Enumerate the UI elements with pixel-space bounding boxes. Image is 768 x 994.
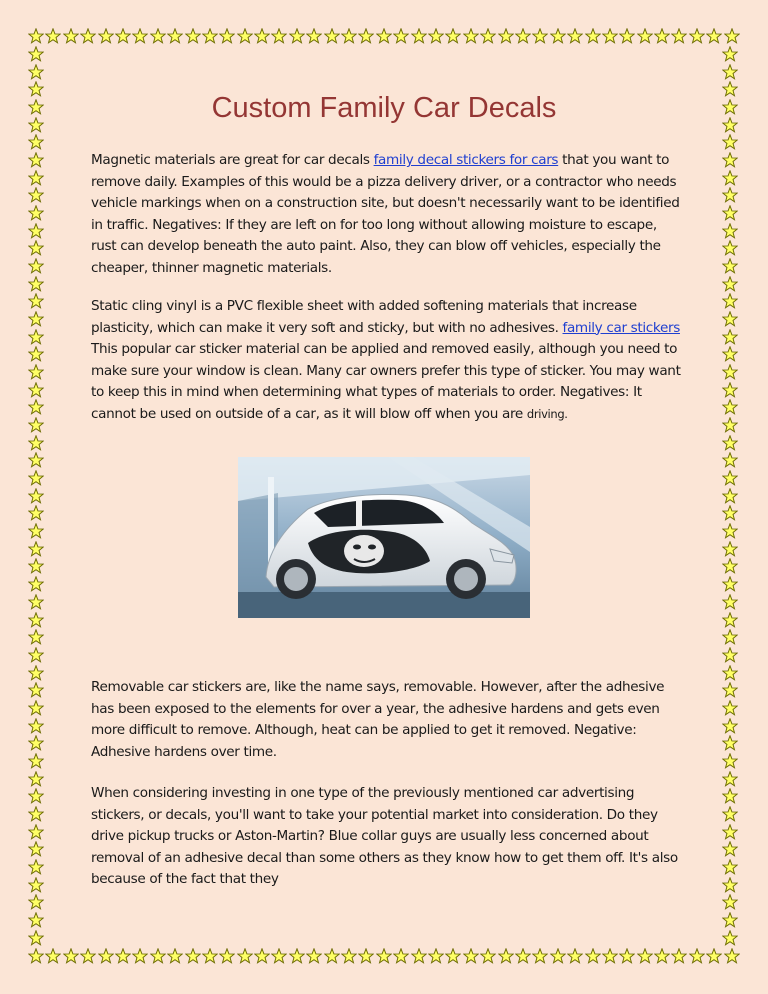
star-icon [28, 558, 44, 574]
star-icon [722, 541, 738, 557]
paragraph-considering: When considering investing in one type of the previously mentioned car advertising stickers, or decals, you'll want to take your potential market into consideration. Do they drive pickup trucks or Aston-Martin? Blue collar guys are usually less concerned about removal of an adhesive decal than some others as they know how to get them off. It's also because of the fact that they [91, 785, 678, 887]
star-icon [132, 28, 148, 44]
star-icon [167, 948, 183, 964]
star-icon [28, 771, 44, 787]
family-decal-stickers-link[interactable]: family decal stickers for cars [373, 152, 559, 168]
star-icon [722, 452, 738, 468]
star-icon [706, 948, 722, 964]
car-decal-image [238, 457, 530, 618]
paragraph-static-cling [91, 296, 681, 425]
star-icon [28, 329, 44, 345]
star-icon [722, 753, 738, 769]
star-icon [28, 665, 44, 681]
star-icon [602, 948, 618, 964]
star-icon [393, 948, 409, 964]
star-icon [28, 647, 44, 663]
paragraph-text: that you want to remove daily. Examples of this would be a pizza delivery driver, or a contractor who needs vehicle markings when on a construction site, but doesn't necessarily want to be identified in traffic. Negatives: If they are left on for too long without allowing moisture to escape, rust can develop beneath the auto paint. Also, they can blow off vehicles, especially the cheaper, thinner magnetic materials. [91, 152, 680, 276]
paragraph-removable: Removable car stickers are, like the name says, removable. However, after the adhesive has been exposed to the elements for over a year, the adhesive hardens and gets even more difficult to remove. Although, heat can be applied to get it removed. Negative: Adhesive hardens over time. [91, 679, 665, 760]
star-icon [722, 576, 738, 592]
star-icon [324, 948, 340, 964]
star-icon [306, 948, 322, 964]
star-icon [722, 558, 738, 574]
star-icon [28, 364, 44, 380]
star-icon [722, 523, 738, 539]
star-icon [722, 894, 738, 910]
star-icon [98, 28, 114, 44]
star-icon [28, 311, 44, 327]
star-icon [289, 948, 305, 964]
star-icon [28, 753, 44, 769]
star-icon [567, 28, 583, 44]
star-icon [411, 948, 427, 964]
star-icon [28, 276, 44, 292]
star-icon [722, 205, 738, 221]
star-icon [463, 28, 479, 44]
star-icon [28, 718, 44, 734]
star-icon [550, 28, 566, 44]
star-icon [28, 417, 44, 433]
star-icon [722, 806, 738, 822]
star-icon [567, 948, 583, 964]
star-icon [28, 576, 44, 592]
star-icon [237, 28, 253, 44]
star-icon [619, 28, 635, 44]
star-icon [28, 806, 44, 822]
star-icon [115, 28, 131, 44]
star-icon [28, 629, 44, 645]
star-icon [254, 28, 270, 44]
paragraph-text: Static cling vinyl is a PVC flexible sheet with added softening materials that increase plasticity, which can make it very soft and sticky, but with no adhesives. [91, 298, 637, 336]
star-icon [341, 28, 357, 44]
star-icon [98, 948, 114, 964]
star-icon [428, 948, 444, 964]
star-icon [637, 948, 653, 964]
star-icon [722, 382, 738, 398]
star-icon [671, 948, 687, 964]
star-icon [722, 399, 738, 415]
star-icon [654, 948, 670, 964]
star-icon [28, 735, 44, 751]
border-bottom [28, 948, 740, 966]
star-icon [722, 859, 738, 875]
star-icon [722, 346, 738, 362]
page-title: Custom Family Car Decals [211, 92, 557, 124]
star-icon [185, 948, 201, 964]
star-icon [28, 877, 44, 893]
star-icon [28, 187, 44, 203]
star-icon [722, 134, 738, 150]
star-icon [722, 170, 738, 186]
star-icon [358, 28, 374, 44]
star-icon [324, 28, 340, 44]
star-icon [637, 28, 653, 44]
star-icon [376, 28, 392, 44]
star-icon [722, 187, 738, 203]
star-icon [219, 28, 235, 44]
star-icon [358, 948, 374, 964]
star-icon [722, 152, 738, 168]
star-icon [722, 258, 738, 274]
star-icon [28, 152, 44, 168]
star-icon [28, 841, 44, 857]
border-left [28, 46, 46, 946]
star-icon [515, 28, 531, 44]
star-icon [28, 346, 44, 362]
star-icon [28, 894, 44, 910]
star-icon [722, 665, 738, 681]
star-icon [28, 435, 44, 451]
star-icon [202, 948, 218, 964]
star-icon [80, 948, 96, 964]
paragraph-text: Magnetic materials are great for car decals [91, 152, 374, 168]
star-icon [498, 948, 514, 964]
star-icon [722, 718, 738, 734]
family-car-stickers-link[interactable]: family car stickers [562, 319, 680, 336]
paragraph-magnetic [91, 150, 681, 279]
star-icon [28, 170, 44, 186]
paragraph-text: This popular car sticker material can be applied and removed easily, although you need to make sure your window is clean. Many car owners prefer this type of sticker. You may want to keep this in mind when determining what types of materials to order. Negatives: It cannot be used on outside of a car, as it will blow off when you are [91, 341, 681, 422]
star-icon [722, 930, 738, 946]
star-icon [28, 824, 44, 840]
star-icon [428, 28, 444, 44]
star-icon [271, 948, 287, 964]
star-icon [28, 788, 44, 804]
star-icon [722, 64, 738, 80]
star-icon [722, 223, 738, 239]
star-icon [28, 452, 44, 468]
star-icon [28, 912, 44, 928]
star-icon [722, 276, 738, 292]
star-icon [28, 859, 44, 875]
star-icon [722, 505, 738, 521]
paragraph-tail-text: driving. [526, 406, 568, 421]
border-top [28, 28, 740, 46]
star-icon [722, 488, 738, 504]
border-right [722, 46, 740, 946]
star-icon [271, 28, 287, 44]
star-icon [28, 28, 44, 44]
star-icon [376, 948, 392, 964]
star-icon [722, 877, 738, 893]
star-icon [722, 594, 738, 610]
star-icon [722, 293, 738, 309]
star-icon [45, 948, 61, 964]
star-icon [28, 240, 44, 256]
star-icon [706, 28, 722, 44]
star-icon [28, 205, 44, 221]
star-icon [341, 948, 357, 964]
star-icon [28, 64, 44, 80]
star-icon [722, 470, 738, 486]
star-icon [132, 948, 148, 964]
star-icon [619, 948, 635, 964]
star-icon [28, 46, 44, 62]
star-icon [671, 28, 687, 44]
star-icon [722, 824, 738, 840]
star-icon [28, 488, 44, 504]
star-icon [289, 28, 305, 44]
star-icon [532, 948, 548, 964]
star-icon [28, 399, 44, 415]
star-icon [480, 28, 496, 44]
star-icon [722, 629, 738, 645]
star-icon [63, 948, 79, 964]
star-icon [689, 948, 705, 964]
star-icon [515, 948, 531, 964]
star-icon [722, 788, 738, 804]
star-icon [602, 28, 618, 44]
star-icon [115, 948, 131, 964]
star-icon [45, 28, 61, 44]
star-icon [722, 700, 738, 716]
star-icon [28, 948, 44, 964]
star-icon [722, 682, 738, 698]
star-icon [724, 948, 740, 964]
star-icon [722, 647, 738, 663]
star-icon [722, 329, 738, 345]
star-icon [28, 505, 44, 521]
star-icon [480, 948, 496, 964]
star-icon [28, 382, 44, 398]
star-icon [28, 700, 44, 716]
star-icon [722, 912, 738, 928]
star-icon [28, 258, 44, 274]
star-icon [722, 771, 738, 787]
star-icon [585, 948, 601, 964]
star-icon [28, 594, 44, 610]
star-icon [254, 948, 270, 964]
star-icon [654, 28, 670, 44]
star-icon [445, 28, 461, 44]
star-icon [498, 28, 514, 44]
star-icon [722, 612, 738, 628]
star-icon [722, 311, 738, 327]
star-icon [28, 134, 44, 150]
star-icon [202, 28, 218, 44]
star-icon [80, 28, 96, 44]
star-icon [28, 293, 44, 309]
star-icon [150, 28, 166, 44]
star-icon [724, 28, 740, 44]
star-icon [722, 841, 738, 857]
star-icon [722, 46, 738, 62]
star-icon [722, 417, 738, 433]
star-icon [150, 948, 166, 964]
star-icon [550, 948, 566, 964]
star-icon [28, 223, 44, 239]
star-icon [28, 523, 44, 539]
star-icon [28, 612, 44, 628]
star-icon [393, 28, 409, 44]
star-icon [237, 948, 253, 964]
star-icon [28, 470, 44, 486]
star-icon [167, 28, 183, 44]
star-icon [185, 28, 201, 44]
star-icon [306, 28, 322, 44]
star-icon [689, 28, 705, 44]
star-icon [722, 364, 738, 380]
star-icon [722, 735, 738, 751]
star-icon [28, 930, 44, 946]
star-icon [28, 682, 44, 698]
star-icon [219, 948, 235, 964]
star-icon [28, 541, 44, 557]
star-icon [532, 28, 548, 44]
star-icon [722, 240, 738, 256]
star-icon [445, 948, 461, 964]
star-icon [63, 28, 79, 44]
star-icon [463, 948, 479, 964]
star-icon [411, 28, 427, 44]
star-icon [585, 28, 601, 44]
star-icon [722, 435, 738, 451]
